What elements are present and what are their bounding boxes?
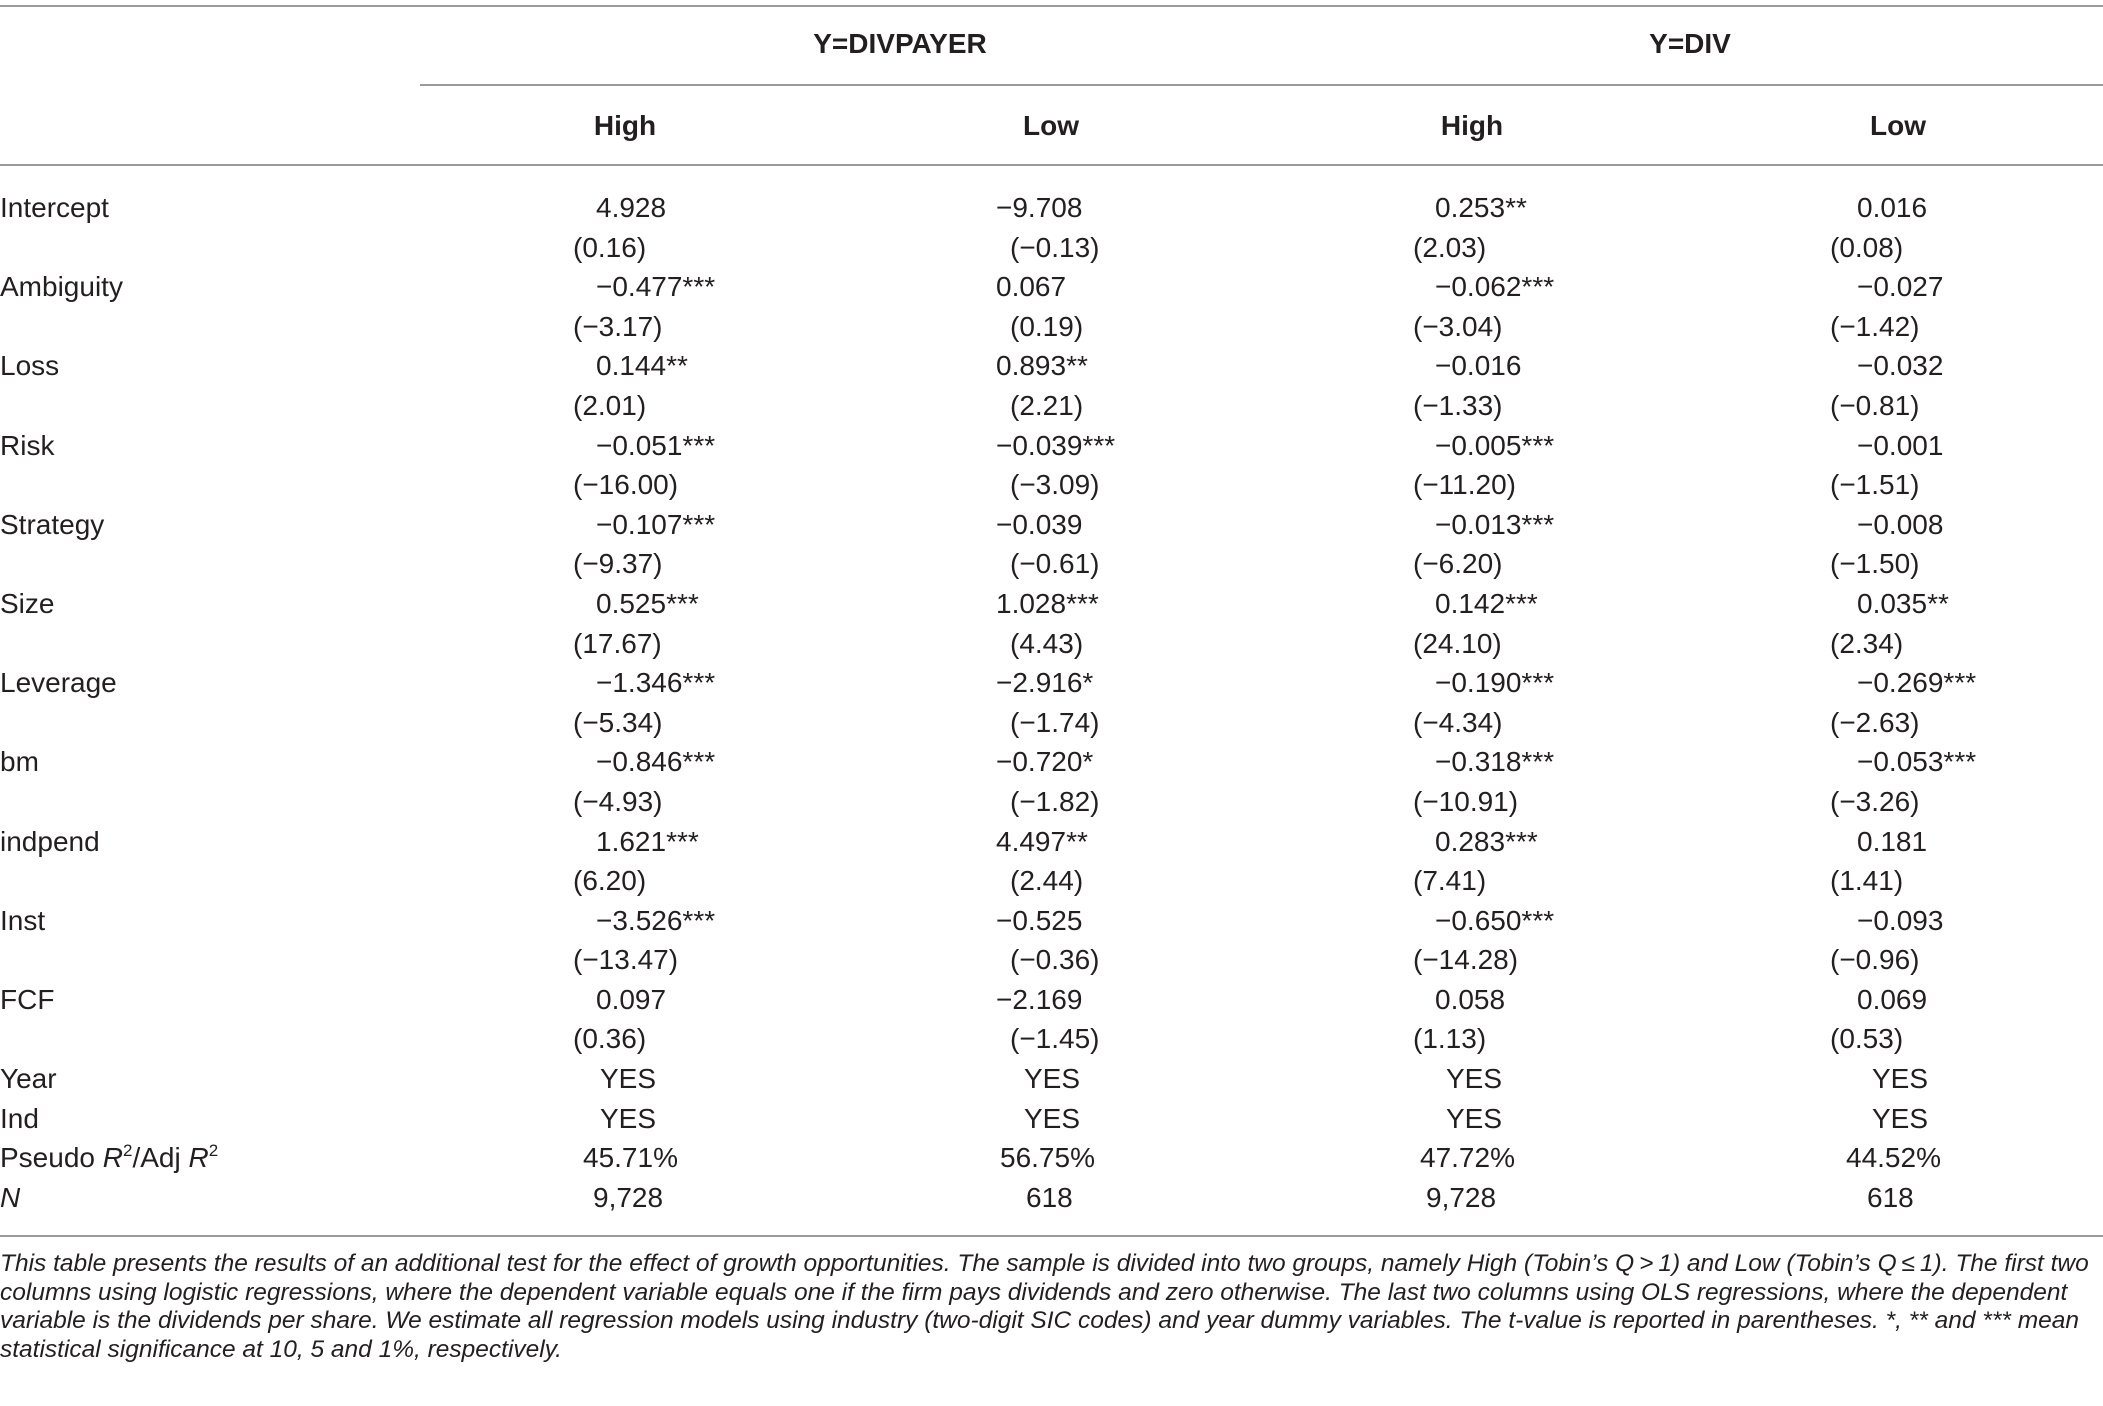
table-row-tvalues	[0, 307, 2103, 347]
coef-cell: 0.144**	[596, 350, 688, 382]
r2-label-prefix: Pseudo	[0, 1142, 103, 1174]
row-label: Strategy	[0, 508, 105, 540]
tvalue-cell: (17.67)	[573, 627, 662, 659]
n-cell: 618	[1026, 1181, 1073, 1213]
coef-cell: 4.497**	[996, 825, 1088, 857]
tvalue-cell: (2.34)	[1830, 627, 1904, 659]
coef-cell: −0.477***	[596, 271, 716, 303]
coef-cell: −0.318***	[1435, 746, 1555, 778]
coef-cell: −1.346***	[596, 667, 716, 699]
table-body	[0, 188, 2103, 1217]
coef-cell: 1.028***	[996, 587, 1099, 619]
dummy-cell: YES	[1872, 1063, 1929, 1095]
dummy-cell: YES	[1872, 1102, 1929, 1134]
tvalue-cell: (−16.00)	[573, 469, 679, 501]
r-symbol: R	[102, 1142, 123, 1174]
row-label: FCF	[0, 983, 55, 1015]
squared-superscript: 2	[208, 1141, 219, 1161]
table-row	[0, 901, 2103, 941]
coef-cell: −0.107***	[596, 508, 716, 540]
coef-cell: 0.069	[1857, 983, 1928, 1015]
tvalue-cell: (−1.45)	[1010, 1023, 1100, 1055]
r2-cell: 45.71%	[583, 1142, 678, 1174]
coef-cell: −2.169	[996, 983, 1083, 1015]
dummy-cell: YES	[1446, 1063, 1503, 1095]
table-row-tvalues	[0, 228, 2103, 268]
r-symbol: R	[188, 1142, 209, 1174]
tvalue-cell: (24.10)	[1413, 627, 1502, 659]
tvalue-cell: (−14.28)	[1413, 944, 1519, 976]
table-row	[0, 426, 2103, 466]
coef-cell: −0.008	[1857, 508, 1944, 540]
coef-cell: −0.032	[1857, 350, 1944, 382]
table-footnote: This table presents the results of an additional test for the effect of growth opportunities. The sample is divided into two groups, namely High (Tobin’s Q > 1) and Low (Tobin’s Q ≤ 1). The first two columns using logistic regressions, where the dependent variable equals one if the firm pays dividends and zero otherwise. The last two columns using OLS regressions, where the dependent variable is the dividends per share. We estimate all regression models using industry (two-digit SIC codes) and year dummy variables. The t-value is reported in parentheses. *, ** and *** mean statistical significance at 10, 5 and 1%, respectively.	[0, 1250, 2089, 1363]
tvalue-cell: (2.44)	[1010, 865, 1084, 897]
column-header-low-div: Low	[1870, 110, 1926, 141]
table-row-tvalues	[0, 465, 2103, 505]
coef-cell: −0.051***	[596, 429, 716, 461]
tvalue-cell: (−0.13)	[1010, 231, 1100, 263]
coef-cell: 0.181	[1857, 825, 1928, 857]
coef-cell: −0.190***	[1435, 667, 1555, 699]
row-label: Leverage	[0, 667, 117, 699]
coef-cell: 0.893**	[996, 350, 1088, 382]
coef-cell: −0.053***	[1857, 746, 1977, 778]
coef-cell: 0.035**	[1857, 587, 1949, 619]
coef-cell: 0.142***	[1435, 587, 1538, 619]
dummy-cell: YES	[600, 1063, 657, 1095]
tvalue-cell: (−1.82)	[1010, 785, 1100, 817]
tvalue-cell: (−1.51)	[1830, 469, 1920, 501]
row-label: N	[0, 1181, 21, 1213]
coef-cell: −0.846***	[596, 746, 716, 778]
tvalue-cell: (−1.33)	[1413, 389, 1503, 421]
dummy-cell: YES	[600, 1102, 657, 1134]
table-row	[0, 584, 2103, 624]
tvalue-cell: (−1.74)	[1010, 706, 1100, 738]
group-header-rule	[420, 84, 2103, 86]
tvalue-cell: (−0.81)	[1830, 389, 1920, 421]
header-bottom-rule	[0, 164, 2103, 166]
table-row-tvalues	[0, 940, 2103, 980]
coef-cell: 0.253**	[1435, 192, 1527, 223]
tvalue-cell: (−9.37)	[573, 548, 663, 580]
dummy-cell: YES	[1024, 1063, 1081, 1095]
coef-cell: −0.039	[996, 508, 1083, 540]
table-row	[0, 663, 2103, 703]
tvalue-cell: (−3.09)	[1010, 469, 1100, 501]
table-bottom-rule	[0, 1235, 2103, 1237]
table-row-tvalues	[0, 703, 2103, 743]
table-row-tvalues	[0, 624, 2103, 664]
table-row	[0, 346, 2103, 386]
table-row-tvalues	[0, 544, 2103, 584]
n-cell: 618	[1867, 1181, 1914, 1213]
row-label: Year	[0, 1063, 57, 1095]
coef-cell: 0.067	[996, 271, 1067, 303]
dummy-cell: YES	[1024, 1102, 1081, 1134]
coef-cell: 0.283***	[1435, 825, 1538, 857]
coef-cell: −0.013***	[1435, 508, 1555, 540]
group-header-div: Y=DIV	[1649, 28, 1731, 59]
tvalue-cell: (−11.20)	[1413, 469, 1516, 501]
table-row	[0, 267, 2103, 307]
row-label: Intercept	[0, 192, 109, 223]
tvalue-cell: (−6.20)	[1413, 548, 1503, 580]
coef-cell: −0.016	[1435, 350, 1522, 382]
table-row	[0, 822, 2103, 862]
coef-cell: 0.058	[1435, 983, 1506, 1015]
coef-cell: 0.016	[1857, 192, 1928, 223]
tvalue-cell: (7.41)	[1413, 865, 1487, 897]
tvalue-cell: (1.41)	[1830, 865, 1904, 897]
r2-cell: 56.75%	[1000, 1142, 1095, 1174]
tvalue-cell: (−4.34)	[1413, 706, 1503, 738]
tvalue-cell: (0.19)	[1010, 310, 1084, 342]
row-label: Ambiguity	[0, 271, 123, 303]
coef-cell: −0.093	[1857, 904, 1944, 936]
coef-cell: −0.027	[1857, 271, 1944, 303]
row-label: Risk	[0, 429, 55, 461]
table-row	[0, 742, 2103, 782]
tvalue-cell: (−1.50)	[1830, 548, 1920, 580]
column-header-low-divpayer: Low	[1023, 110, 1079, 141]
tvalue-cell: (−13.47)	[573, 944, 679, 976]
table-row-n	[0, 1178, 2103, 1218]
tvalue-cell: (0.36)	[573, 1023, 647, 1055]
table-row	[0, 980, 2103, 1020]
table-row-tvalues	[0, 386, 2103, 426]
coef-cell: −3.526***	[596, 904, 716, 936]
coef-cell: 0.097	[596, 983, 667, 1015]
tvalue-cell: (−2.63)	[1830, 706, 1920, 738]
squared-superscript: 2	[122, 1141, 133, 1161]
tvalue-cell: (−0.96)	[1830, 944, 1920, 976]
tvalue-cell: (0.08)	[1830, 231, 1904, 263]
coef-cell: −0.039***	[996, 429, 1116, 461]
tvalue-cell: (6.20)	[573, 865, 647, 897]
coef-cell: 1.621***	[596, 825, 699, 857]
table-row-year	[0, 1059, 2103, 1099]
coef-cell: −0.001	[1857, 429, 1944, 461]
coef-cell: −0.269***	[1857, 667, 1977, 699]
tvalue-cell: (0.53)	[1830, 1023, 1904, 1055]
tvalue-cell: (−1.42)	[1830, 310, 1920, 342]
table-top-rule	[0, 5, 2103, 7]
coef-cell: −2.916*	[996, 667, 1094, 699]
coef-cell: −0.525	[996, 904, 1083, 936]
row-label-r2	[0, 1138, 218, 1178]
tvalue-cell: (1.13)	[1413, 1023, 1487, 1055]
row-label: Ind	[0, 1102, 39, 1134]
row-label: Loss	[0, 350, 60, 382]
tvalue-cell: (−5.34)	[573, 706, 663, 738]
coef-cell: 4.928	[596, 192, 667, 223]
row-label: indpend	[0, 825, 100, 857]
table-row-tvalues	[0, 782, 2103, 822]
row-label: Size	[0, 587, 55, 619]
tvalue-cell: (−3.17)	[573, 310, 663, 342]
coef-cell: −0.005***	[1435, 429, 1555, 461]
tvalue-cell: (4.43)	[1010, 627, 1084, 659]
table-row	[0, 505, 2103, 545]
r2-cell: 47.72%	[1420, 1142, 1515, 1174]
table-row	[0, 188, 2103, 228]
tvalue-cell: (−0.36)	[1010, 944, 1100, 976]
tvalue-cell: (−4.93)	[573, 785, 663, 817]
tvalue-cell: (2.03)	[1413, 231, 1487, 263]
column-header-high-div: High	[1440, 110, 1504, 141]
row-label: Inst	[0, 904, 46, 936]
coef-cell: 0.525***	[596, 587, 699, 619]
table-row-tvalues	[0, 861, 2103, 901]
tvalue-cell: (−0.61)	[1010, 548, 1100, 580]
coef-cell: −9.708	[996, 192, 1083, 223]
coef-cell: −0.650***	[1435, 904, 1555, 936]
tvalue-cell: (0.16)	[573, 231, 647, 263]
coef-cell: −0.720*	[996, 746, 1094, 778]
n-cell: 9,728	[593, 1181, 664, 1213]
table-row-ind	[0, 1099, 2103, 1139]
table-row-r2	[0, 1138, 2103, 1178]
r2-label-mid: /Adj	[132, 1142, 189, 1174]
tvalue-cell: (2.21)	[1010, 389, 1084, 421]
tvalue-cell: (−3.04)	[1413, 310, 1503, 342]
coef-cell: −0.062***	[1435, 271, 1555, 303]
n-cell: 9,728	[1426, 1181, 1497, 1213]
tvalue-cell: (2.01)	[573, 389, 647, 421]
column-header-high-divpayer: High	[593, 110, 657, 141]
tvalue-cell: (−10.91)	[1413, 785, 1519, 817]
row-label: bm	[0, 746, 39, 778]
r2-cell: 44.52%	[1846, 1142, 1941, 1174]
dummy-cell: YES	[1446, 1102, 1503, 1134]
tvalue-cell: (−3.26)	[1830, 785, 1920, 817]
group-header-divpayer: Y=DIVPAYER	[813, 28, 987, 59]
table-row-tvalues	[0, 1019, 2103, 1059]
